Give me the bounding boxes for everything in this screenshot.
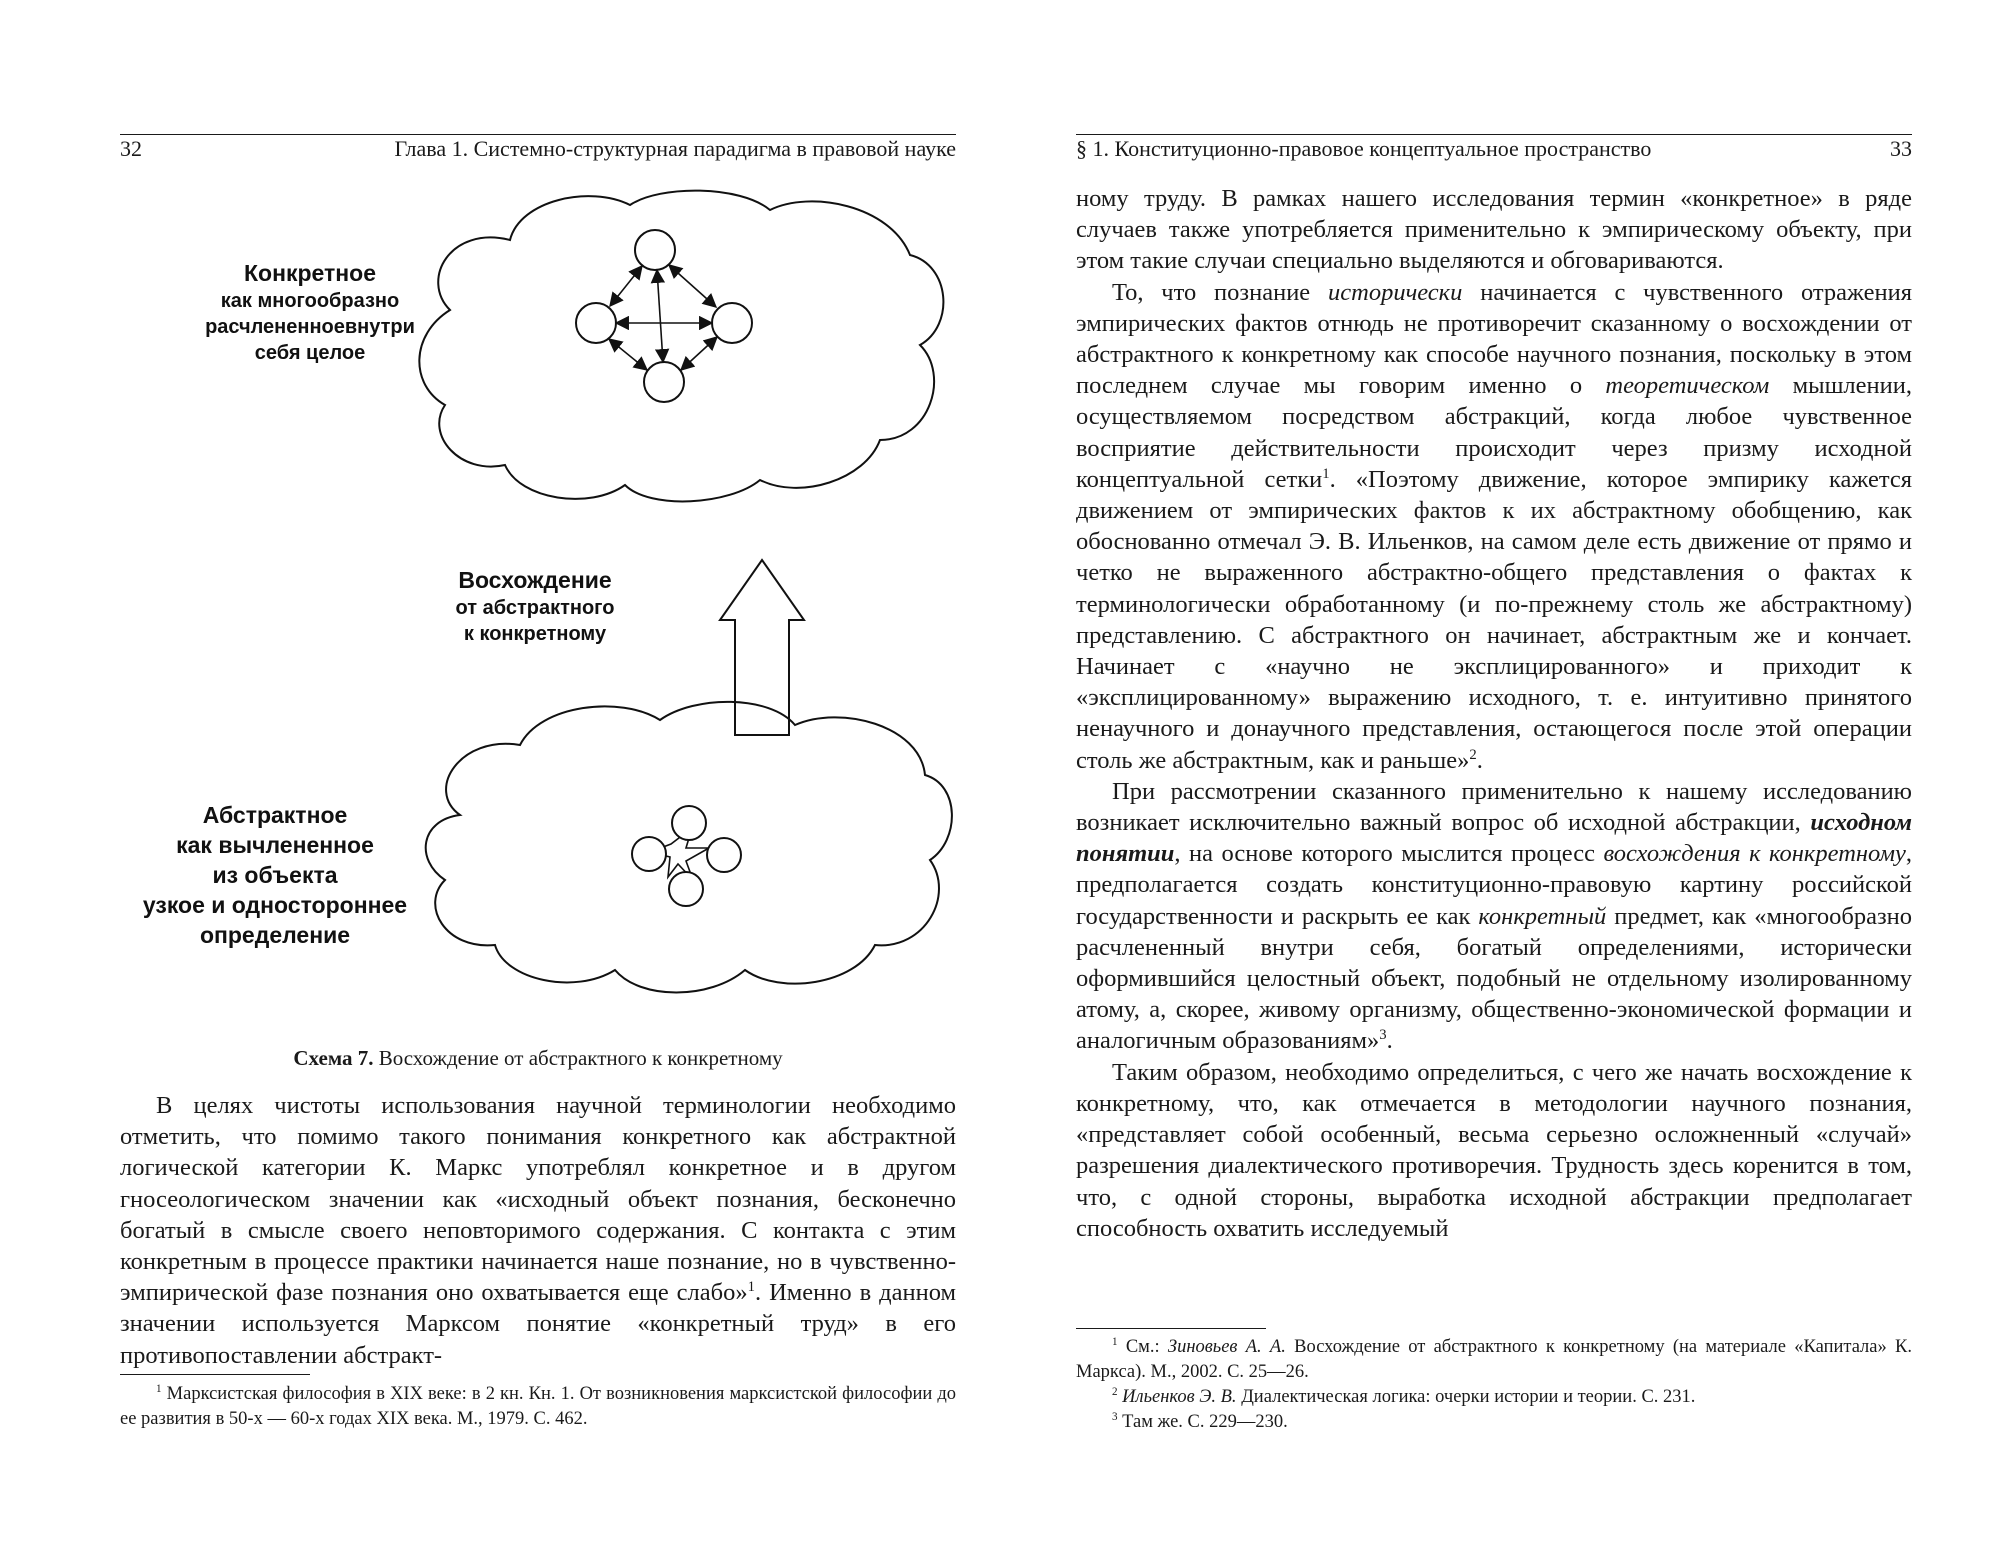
node-right	[712, 303, 752, 343]
scheme-7-diagram	[120, 180, 956, 1050]
left-footnotes	[120, 1382, 956, 1432]
paragraph: В целях чистоты использования научной терминологии необходимо отметить, что помимо такого понимания конкретного как абстрактной логической категории К. Маркс употреблял конкретное и в другом гносеологическом значении как «исходный объект познания, бесконечно богатый в смысле своего неповторимого содержания. С контакта с этим конкретным в процессе практики начинается наше познание, но в чувственно-эмпирической фазе познания оно охватывается еще слабо»$^1$. Именно в данном значении используется Марксом понятие «конкретный труд» в его противопоставлении абстракт-	[120, 1092, 956, 1369]
label-ascent: Восхождение от абстрактного к конкретному	[455, 567, 615, 645]
node-top	[635, 230, 675, 270]
footnote: $^3$ Там же. С. 229—230.	[1112, 1410, 1288, 1432]
node-bottom	[644, 362, 684, 402]
top-cloud	[419, 191, 943, 502]
right-footnotes	[1076, 1335, 1912, 1435]
caption-text: Восхождение от абстрактного к конкретному	[378, 1046, 783, 1070]
up-arrow-icon	[720, 560, 804, 735]
caption-label: Схема 7.	[293, 1046, 374, 1070]
paragraph: ному труду. В рамках нашего исследования термин «конкретное» в ряде случаев также употребляется применительно к эмпирическому объекту, при этом такие случаи специально выделяются и обговариваются.	[1076, 185, 1912, 275]
label-concrete: Конкретное как многообразно расчлененноевнутри себя целое	[205, 260, 415, 364]
running-head-left	[120, 134, 956, 161]
running-head-title-right: § 1. Конституционно-правовое концептуальное пространство	[1076, 136, 1652, 161]
footnote: $^1$ Марксистская философия в XIX веке: в 2 кн. Кн. 1. От возникновения марксистской философии до ее развития в 50-х — 60-х годах XIX века. М., 1979. С. 462.	[120, 1382, 957, 1429]
bottom-cloud	[426, 702, 952, 993]
abstract-node-cluster	[632, 806, 741, 906]
node-left	[576, 303, 616, 343]
footnote: $^2$ Ильенков Э. В. Диалектическая логика: очерки истории и теории. С. 231.	[1112, 1385, 1696, 1407]
footnote-ref: 1	[747, 1279, 755, 1296]
running-head-title-left: Глава 1. Системно-структурная парадигма в правовой науке	[394, 136, 956, 161]
page-number-left: 32	[120, 136, 142, 161]
footnote-ref: 2	[1469, 746, 1477, 763]
footnote: $^1$ См.: Зиновьев А. А. Восхождение от абстрактного к конкретному (на материале «Капитала» К. Маркса). М., 2002. С. 25—26.	[1076, 1335, 1912, 1382]
figure-caption	[120, 1044, 956, 1072]
network-arrows	[609, 265, 717, 370]
footnote-ref: 1	[1322, 465, 1330, 482]
footnote-divider	[120, 1374, 310, 1375]
right-body-text	[1076, 183, 1912, 1244]
running-head-right	[1076, 134, 1912, 161]
left-body-text	[120, 1090, 956, 1371]
page-number-right: 33	[1890, 136, 1912, 161]
footnote-divider	[1076, 1328, 1266, 1329]
paragraph: Таким образом, необходимо определиться, с чего же начать восхождение к конкретному, что, как отмечается в методологии научного познания, «представляет собой особенный, весьма серьезно осложненный «случай» разрешения диалектического противоречия. Трудность здесь коренится в том, что, с одной стороны, выработка исходной абстракции предполагает способность охватить исследуемый	[1076, 1058, 1912, 1242]
footnote-ref: 3	[1379, 1027, 1387, 1044]
left-page	[120, 0, 956, 1546]
paragraph: При рассмотрении сказанного применительно к нашему исследованию возникает исключительно важный вопрос об исходной абстракции, исходном понятии, на основе которого мыслится процесс восхождения к конкретному, предполагается создать конституционно-правовую картину российской государственности и раскрыть ее как конкретный предмет, как «многообразно расчлененный внутри себя, богатый определениями, исторически оформившийся целостный объект, подобный не отдельному изолированному атому, а, скорее, живому организму, общественно-экономической формации и аналогичным образованиям»$^3$.	[1076, 777, 1912, 1055]
paragraph: То, что познание исторически начинается с чувственного отражения эмпирических фактов отнюдь не противоречит сказанному о восхождении от абстрактного к конкретному как способе научного познания, поскольку в этом последнем случае мы говорим именно о теоретическом мышлении, осуществляемом посредством абстракций, когда любое чувственное восприятие действительности происходит через призму исходной концептуальной сетки$^1$. «Поэтому движение, которое эмпирику кажется движением от эмпирических фактов к их абстрактному обобщению, как обоснованно отмечал Э. В. Ильенков, на самом деле есть движение от прямо и четко не выраженного абстрактно-общего представления о фактах к терминологически обработанному (и по-прежнему столь же абстрактному) представлению. С абстрактного он начинает, абстрактным же и кончает. Начинает с «научно не эксплицированного» и приходит к «эксплицированному» выражению исходного, т. е. интуитивно принятого ненаучного и донаучного представления, остающегося после этой операции столь же абстрактным, как и раньше»$^2$.	[1076, 278, 1913, 774]
right-page	[1076, 0, 1912, 1546]
label-abstract: Абстрактное как вычлененное из объекта узкое и одностороннее определение	[142, 802, 408, 948]
